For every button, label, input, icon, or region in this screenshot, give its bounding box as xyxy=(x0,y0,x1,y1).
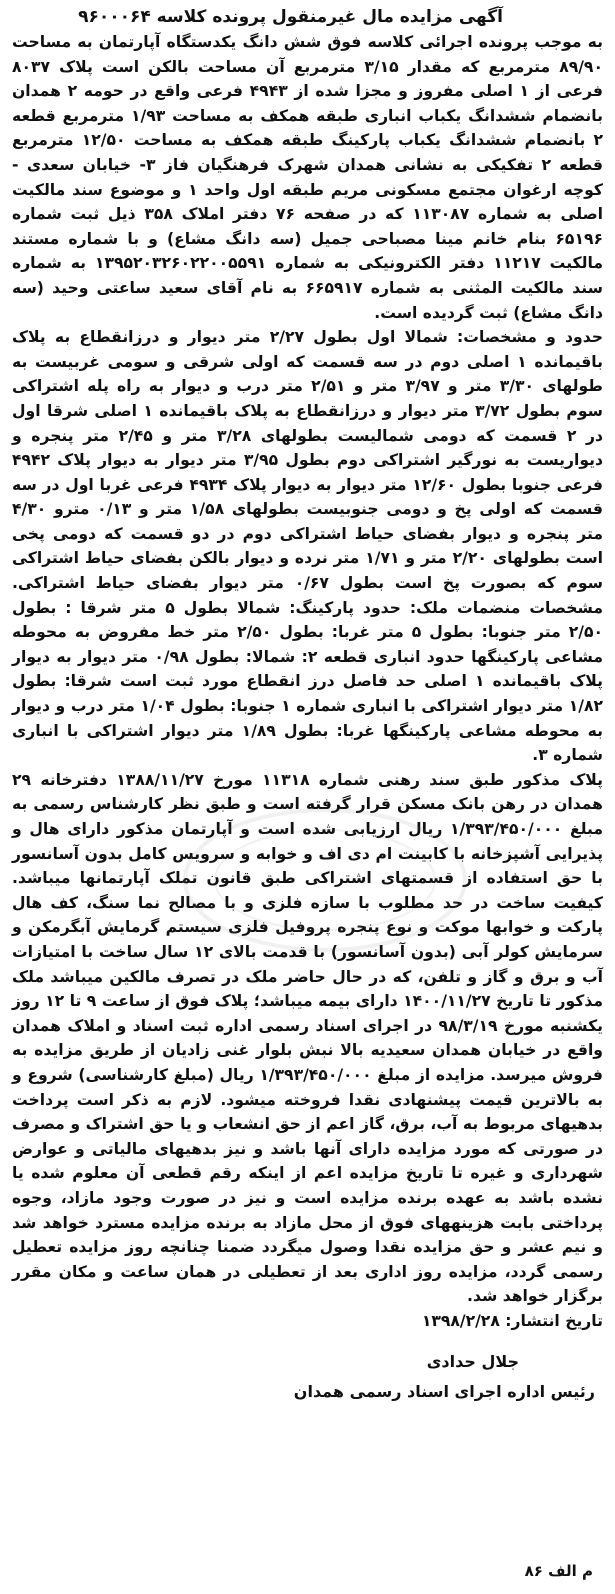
signatory-name: جلال حدادی xyxy=(426,1352,519,1372)
signature-block xyxy=(12,1347,603,1407)
notice-title: آگهی مزایده مال غیرمنقول پرونده کلاسه ۹۶۰۰۰۶۴ xyxy=(78,7,503,27)
boundaries-specifications: حدود و مشخصات: شمالا اول بطول ۲/۲۷ متر دیوار و درزانقطاع به پلاک باقیمانده ۱ اصلی دوم در سه قسمت که اولی شرقی و سومی غربیست به طولهای ۳/۳۰ متر و ۳/۹۷ متر و ۲/۵۱ متر درب و دیوار به راه پله اشتراکی سوم بطول ۳/۷۲ متر دیوار و درزانقطاع به پلاک باقیمانده ۱ اصلی شرقا اول در ۲ قسمت که دومی شمالیست بطولهای ۳/۲۸ متر و ۲/۴۵ متر پنجره و دیواریست به نورگیر اشتراکی دوم بطول ۳/۹۵ متر دیوار به دیوار پلاک ۴۹۴۲ فرعی جنوبا بطول ۱۲/۶۰ متر دیوار به دیوار پلاک ۴۹۳۴ فرعی غربا اول در سه قسمت که اولی پخ و دومی جنوبیست بطولهای ۱/۵۸ متر و ۰/۱۳ مترو ۴/۳۰ متر پنجره و دیوار بفضای حیاط اشتراکی دوم در دو قسمت که دومی پخی است بطولهای ۲/۲۰ متر و ۱/۷۱ متر نرده و دیوار بالکن بفضای حیاط اشتراکی سوم که بصورت پخ است بطول ۰/۶۷ متر دیوار بفضای حیاط اشتراکی. مشخصات منضمات ملک: حدود پارکینگ: شمالا بطول ۵ متر شرقا : بطول ۲/۵۰ متر جنوبا: بطول ۵ متر غربا: بطول ۲/۵۰ متر خط مفروض به محوطه مشاعی پارکینگها حدود انباری قطعه ۲: شمالا: بطول ۰/۹۸ متر دیوار به دیوار پلاک باقیمانده ۱ اصلی حد فاصل درز انقطاع مورد ثبت است شرقا: بطول ۱/۸۲ متر دیوار اشتراکی با انباری شماره ۱ جنوبا: بطول ۱/۰۴ متر درب و دیوار به محوطه مشاعی پارکینگها غربا: بطول ۱/۸۹ متر دیوار اشتراکی با انباری شماره ۳. xyxy=(12,328,603,765)
publication-date: تاریخ انتشار: ۱۳۹۸/۲/۲۸ xyxy=(421,1311,603,1330)
mortgage-auction-terms: پلاک مذکور طبق سند رهنی شماره ۱۱۳۱۸ مورخ ۱۳۸۸/۱۱/۲۷ دفترخانه ۲۹ همدان در رهن بانک مسکن قرار گرفته است و طبق نظر کارشناس رسمی به مبلغ ۱/۳۹۳/۴۵۰/۰۰۰ ریال ارزیابی شده است و آپارتمان مذکور دارای هال و پذیرایی آشپزخانه با کابینت ام دی اف و خوابه و سرویس کامل بدون آسانسور با حق استفاده از قسمتهای اشتراکی طبق قانون تملک آپارتمانها میباشد. کیفیت ساخت در حد مطلوب با سازه فلزی و با مصالح نما سنگ، کف هال پارکت و خوابها موکت و نوع پنجره پروفیل فلزی سیستم گرمایش آبگرمکن و سرمایش کولر آبی (بدون آسانسور) با قدمت بالای ۱۲ سال ساخت با امتیازات آب و برق و گاز و تلفن، که در حال حاضر ملک در تصرف مالکین میباشد ملک مذکور تا تاریخ ۱۴۰۰/۱۱/۲۷ دارای بیمه میباشد؛ پلاک فوق از ساعت ۹ تا ۱۲ روز یکشنبه مورخ ۹۸/۳/۱۹ در اجرای اسناد رسمی اداره ثبت اسناد و املاک همدان واقع در خیابان همدان سعیدیه بالا نبش بلوار غنی زادیان از طریق مزایده به فروش میرسد. مزایده از مبلغ ۱/۳۹۳/۴۵۰/۰۰۰ ریال (مبلغ کارشناسی) شروع و به بالاترین قیمت پیشنهادی نقدا فروخته میشود. لازم به ذکر است پرداخت بدهیهای مربوط به آب، برق، گاز اعم از حق انشعاب و یا حق اشتراک و مصرف در صورتی که مورد مزایده دارای آنها باشد و نیز بدهیهای مالیاتی و عوارض شهرداری و غیره تا تاریخ مزایده اعم از اینکه رقم قطعی آن معلوم شده یا نشده باشد به عهده برنده مزایده است و نیز در صورت وجود مازاد، وجوه پرداختی بابت هزینههای فوق از محل مازاد به برنده مزایده مسترد خواهد شد و نیم عشر و حق مزایده نقدا وصول میگردد ضمنا چنانچه روز مزایده تعطیل رسمی گردد، مزایده روز اداری بعد از تعطیلی در همان ساعت و مکان مقرر برگزار خواهد شد. xyxy=(12,770,604,1306)
notice-code: م الف ۸۶ xyxy=(524,1562,593,1580)
signatory-role: رئیس اداره اجرای اسناد رسمی همدان xyxy=(293,1382,595,1402)
property-description: به موجب پرونده اجرائی کلاسه فوق شش دانگ یکدستگاه آپارتمان به مساحت ۸۹/۹۰ مترمربع که مقدار ۳/۱۵ مترمربع آن مساحت بالکن است پلاک ۸۰۳۷ فرعی از ۱ اصلی مفروز و مجزا شده از ۴۹۴۳ فرعی واقع در حومه ۲ همدان بانضمام ششدانگ یکباب انباری طبقه همکف به مساحت ۱/۹۳ مترمربع قطعه ۲ بانضمام ششدانگ یکباب پارکینگ طبقه همکف به مساحت ۱۲/۵۰ مترمربع قطعه ۲ تفکیکی به نشانی همدان شهرک فرهنگیان فاز ۳- خیابان سعدی - کوچه ارغوان مجتمع مسکونی مریم طبقه اول واحد ۱ و موضوع سند مالکیت اصلی به شماره ۱۱۳۰۸۷ که در صفحه ۷۶ دفتر املاک ۳۵۸ ذیل ثبت شماره ۶۵۱۹۶ بنام خانم مینا مصباحی جمیل (سه دانگ مشاع) و با شماره مستند مالکیت ۱۱۲۱۷ دفتر الکترونیکی به شماره ۱۳۹۵۲۰۳۲۶۰۲۲۰۰۵۵۹۱ به شماره سند مالکیت المثنی به شماره ۶۶۵۹۱۷ به نام آقای سعید ساعتی وحید (سه دانگ مشاع) ثبت گردیده است. xyxy=(12,33,604,322)
